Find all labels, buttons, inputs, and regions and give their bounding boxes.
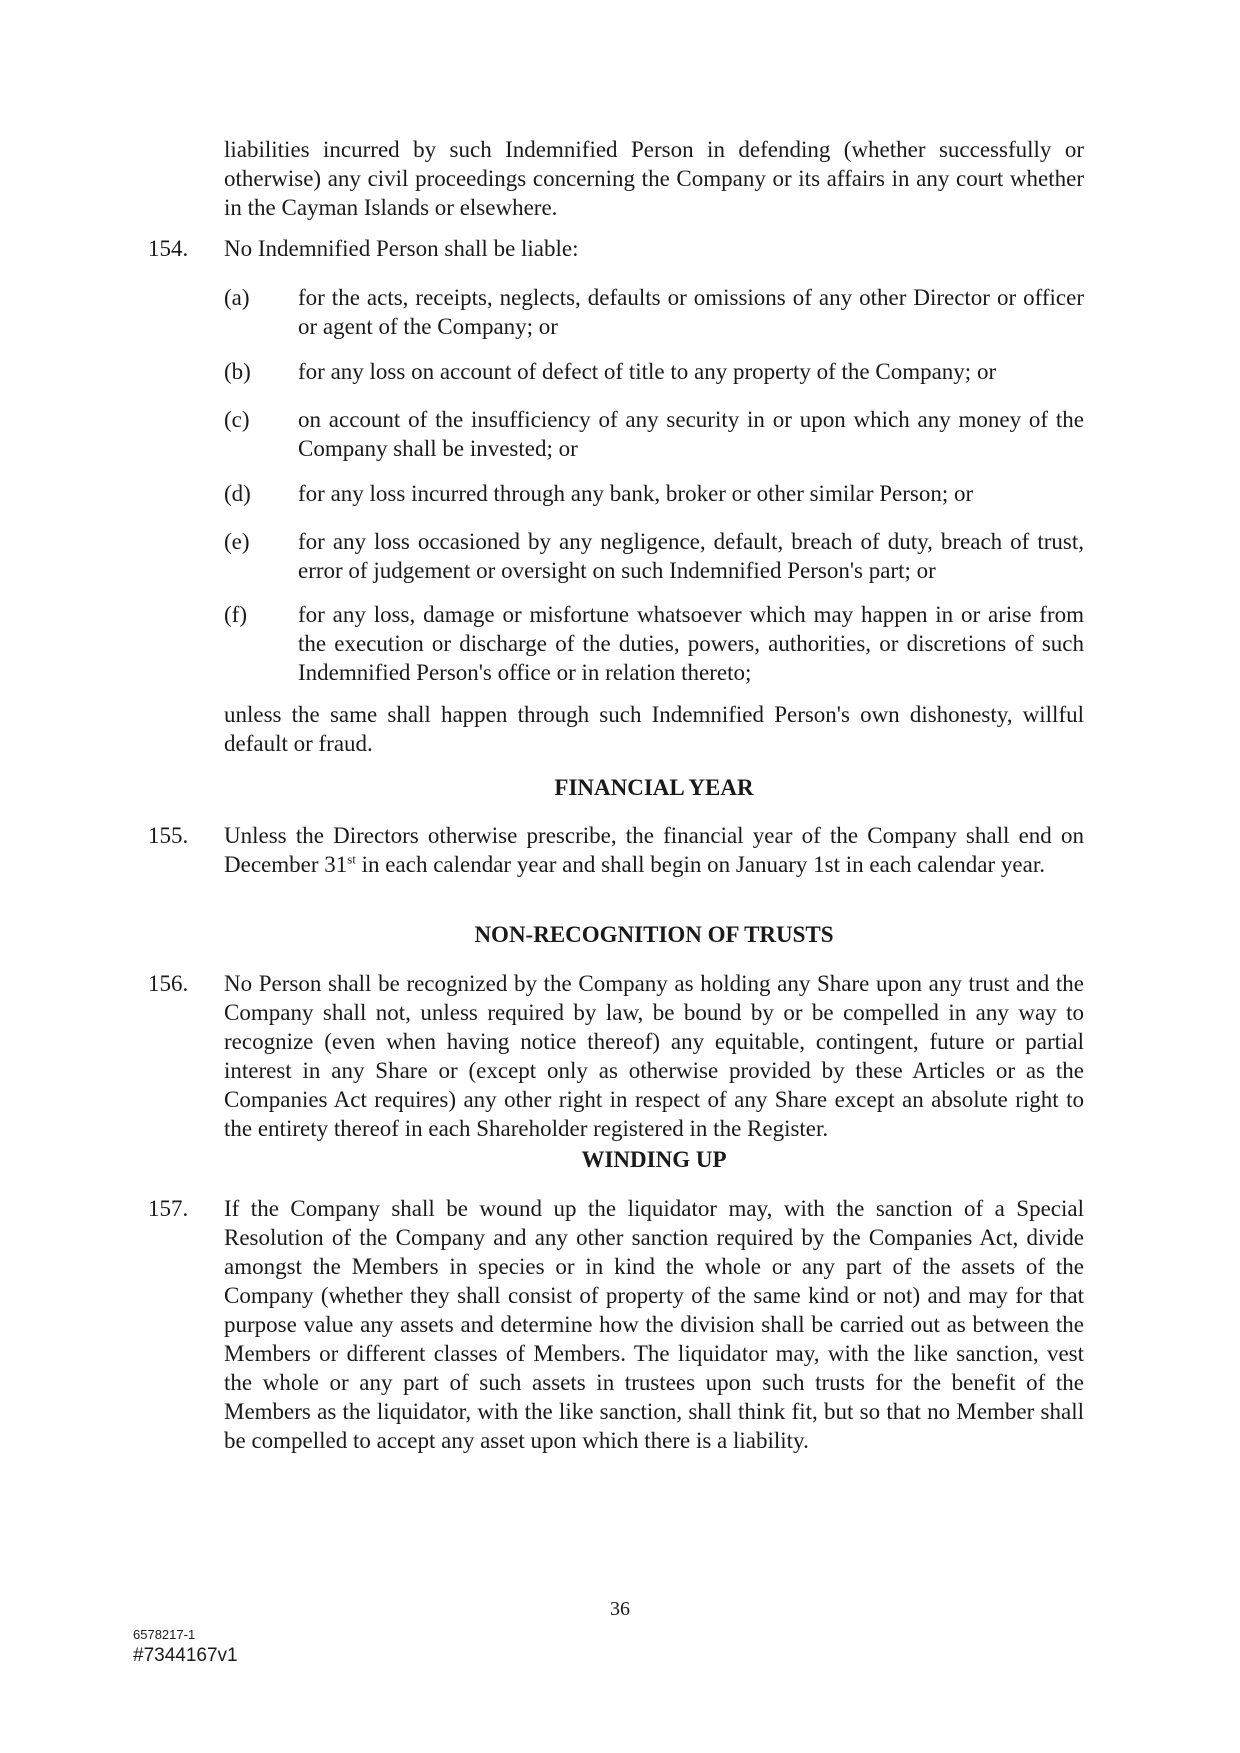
heading-winding-up: WINDING UP [581,1147,727,1172]
clause-155-superscript: st [347,851,356,867]
clause-155-text [224,821,1084,879]
clause-155-number: 155. [148,823,189,848]
clause-157-number: 157. [148,1196,189,1221]
clause-156-number: 156. [148,971,189,996]
clause-155-text-before: Unless the Directors otherwise prescribe, the financial year of the Company shall end on December 31 [224,823,1084,877]
page-number: 36 [610,1598,630,1620]
clause-156-text: No Person shall be recognized by the Company as holding any Share upon any trust and the Company shall not, unless required by law, be bound by or be compelled in any way to recognize (even when having notice thereof) any equitable, contingent, future or partial interest in any Share or (except only as otherwise provided by these Articles or as the Companies Act requires) any other right in respect of any Share except an absolute right to the entirety thereof in each Shareholder registered in the Register. [224,971,1084,1141]
clause-154-c-label: (c) [224,407,250,432]
heading-non-recognition-of-trusts: NON-RECOGNITION OF TRUSTS [474,922,834,947]
footer-document-id: 6578217-1 [133,1627,196,1642]
clause-154-a-label: (a) [224,285,250,310]
clause-154-e-text: for any loss occasioned by any negligence, default, breach of duty, breach of trust, error of judgement or oversight on such Indemnified Person's part; or [298,529,1084,583]
footer-version-id: #7344167v1 [133,1645,238,1666]
clause-154-b-text: for any loss on account of defect of title to any property of the Company; or [298,359,997,384]
clause-154-d-text: for any loss incurred through any bank, broker or other similar Person; or [298,481,974,506]
heading-financial-year: FINANCIAL YEAR [554,775,754,800]
clause-154-f-label: (f) [224,602,247,627]
clause-154-d-label: (d) [224,481,251,506]
clause-154-a-text: for the acts, receipts, neglects, defaults or omissions of any other Director or officer or agent of the Company; or [298,285,1084,339]
intro-paragraph: liabilities incurred by such Indemnified Person in defending (whether successfully or otherwise) any civil proceedings concerning the Company or its affairs in any court whether in the Cayman Islands or elsewhere. [224,137,1084,220]
clause-154-text: No Indemnified Person shall be liable: [224,236,579,261]
clause-155-text-after: in each calendar year and shall begin on January 1st in each calendar year. [355,852,1045,877]
clause-154-f-text: for any loss, damage or misfortune whatsoever which may happen in or arise from the execution or discharge of the duties, powers, authorities, or discretions of such Indemnified Person's office or in relation thereto; [298,602,1084,685]
clause-154-e-label: (e) [224,529,250,554]
clause-154-b-label: (b) [224,359,251,384]
clause-157-text: If the Company shall be wound up the liquidator may, with the sanction of a Special Resolution of the Company and any other sanction required by the Companies Act, divide amongst the Members in species or in kind the whole or any part of the assets of the Company (whether they shall consist of property of the same kind or not) and may for that purpose value any assets and determine how the division shall be carried out as between the Members or different classes of Members. The liquidator may, with the like sanction, vest the whole or any part of such assets in trustees upon such trusts for the benefit of the Members as the liquidator, with the like sanction, shall think fit, but so that no Member shall be compelled to accept any asset upon which there is a liability. [224,1196,1084,1453]
clause-154-number: 154. [148,236,189,261]
clause-154-closing: unless the same shall happen through such Indemnified Person's own dishonesty, willful default or fraud. [224,702,1084,756]
clause-154-c-text: on account of the insufficiency of any security in or upon which any money of the Company shall be invested; or [298,407,1084,461]
